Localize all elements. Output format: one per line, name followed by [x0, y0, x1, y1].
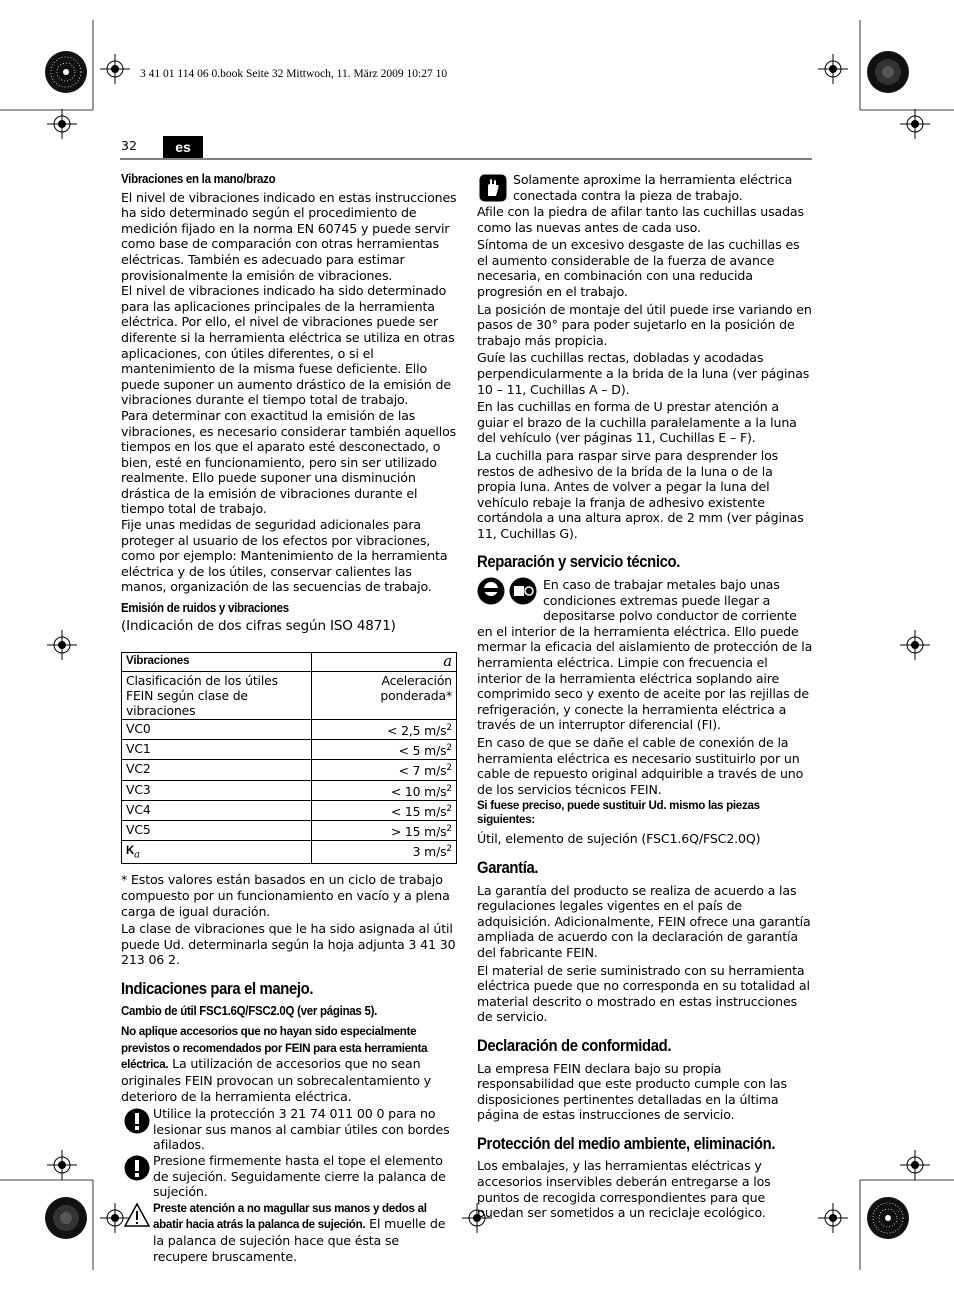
footnote: * Estos valores están basados en un ciclo de trabajo compuesto por un funcionamiento en vacío y a plena carga de igual duración. — [121, 872, 450, 919]
page-number: 32 — [121, 138, 137, 153]
table-cell: VC3 — [122, 780, 312, 800]
table-row — [122, 800, 457, 820]
hint-item — [477, 172, 813, 204]
registration-mark-icon — [47, 1150, 77, 1180]
protective-goggles-icon — [477, 577, 505, 605]
paragraph: En caso de trabajar metales bajo unas condiciones extremas puede llegar a depositarse polvo conductor de corriente en el interior de la herramienta eléctrica. Ello puede mermar la eficacia del aislamiento de protección de la herramienta eléctrica. Limpie con frecuencia el interior de la herramienta eléctrica soplando aire comprimido seco y exento de aceite por las rejillas de refrigeración, y conecte la herramienta eléctrica a través de un interruptor diferencial (FI). — [477, 577, 813, 733]
print-slug: 3 41 01 114 06 0.book Seite 32 Mittwoch, 11. März 2009 10:27 10 — [140, 68, 448, 80]
hint-text: Solamente aproxime la herramienta eléctrica conectada contra la pieza de trabajo. — [513, 172, 793, 203]
repair-block — [477, 577, 813, 733]
table-symbol: a — [311, 653, 456, 672]
paragraph: El nivel de vibraciones indicado ha sido determinado para las aplicaciones principales de la herramienta eléctrica. Por ello, el nivel de vibraciones puede ser diferente si la herramienta eléctrica se utiliza en otras aplicaciones, con útiles diferentes, o si el mantenimiento de la misma fuese deficiente. Ello puede suponer un aumento drástico de la emisión de vibraciones durante el tiempo total de trabajo. — [121, 283, 455, 408]
mandatory-action-icon — [121, 1153, 153, 1183]
warning-paragraph — [121, 1023, 457, 1104]
hand-contact-icon — [477, 172, 509, 204]
fi-switch-icon — [509, 577, 537, 605]
paragraph: El material de serie suministrado con su herramienta eléctrica puede que no corresponda en su totalidad al material descrito o mostrado en estas instrucciones de servicio. — [477, 962, 810, 1025]
paragraph: Los embalajes, y las herramientas eléctricas y accesorios inservibles deberán entregarse a los puntos de recogida correspondientes para que puedan ser sometidos a un reciclaje ecológico. — [477, 1158, 771, 1221]
starburst-mark-icon — [44, 1196, 88, 1240]
table-row — [122, 840, 457, 863]
table-row — [122, 760, 457, 780]
table-cell: VC5 — [122, 820, 312, 840]
note-text: Utilice la protección 3 21 74 011 00 0 para no lesionar sus manos al cambiar útiles con bordes afilados. — [153, 1106, 450, 1153]
left-column — [121, 172, 457, 1264]
registration-mark-icon — [818, 1203, 848, 1233]
registration-mark-icon — [900, 1150, 930, 1180]
unit-exponent: 2 — [446, 743, 452, 754]
paragraph: Afile con la piedra de afilar tanto las cuchillas usadas como las nuevas antes de cada uso. — [477, 204, 804, 235]
table-cell: VC0 — [122, 720, 312, 740]
right-column — [477, 172, 813, 1223]
table-header: Clasificación de los útiles FEIN según clase de vibraciones — [122, 672, 312, 720]
registration-mark-icon — [47, 109, 77, 139]
table-cell: 3 m/s — [412, 844, 447, 860]
table-cell: < 2,5 m/s — [387, 723, 447, 739]
emission-subtitle: (Indicación de dos cifras según ISO 4871) — [121, 617, 396, 634]
table-row — [122, 820, 457, 840]
warning-triangle-icon — [121, 1200, 153, 1230]
table-cell: VC2 — [122, 760, 312, 780]
paragraph: Síntoma de un excesivo desgaste de las cuchillas es el aumento considerable de la fuerza de avance necesaria, en combinación con una reducida progresión en el trabajo. — [477, 237, 800, 299]
unit-exponent: 2 — [446, 763, 452, 774]
note-text — [153, 1200, 457, 1264]
note-bold: Preste atención a no magullar sus manos y dedos al abatir hacia atrás la palanca de sujeción. — [153, 1201, 427, 1232]
unit-exponent: 2 — [446, 783, 452, 794]
section-heading: Protección del medio ambiente, eliminación. — [477, 1134, 776, 1153]
paragraph: Guíe las cuchillas rectas, dobladas y acodadas perpendicularmente a la brida de la luna (ver páginas 10 – 11, Cuchillas A – D). — [477, 350, 810, 397]
table-cell: < 15 m/s — [390, 803, 447, 819]
registration-mark-icon — [900, 630, 930, 660]
paragraph: Para determinar con exactitud la emisión de las vibraciones, es necesario considerar también aquellos tiempos en los que el aparato esté desconectado, o bien, esté en funcionamiento, pero sin ser utilizado realmente. Ello puede suponer una disminución drástica de la emisión de vibraciones durante el tiempo total de trabajo. — [121, 407, 457, 517]
starburst-mark-icon — [866, 1196, 910, 1240]
paragraph: El nivel de vibraciones indicado en estas instrucciones ha sido determinado según el procedimiento de medición fijado en la norma EN 60745 y puede servir como base de comparación con otras herramientas eléctricas. También es adecuado para estimar provisionalmente la emisión de vibraciones. — [121, 189, 457, 283]
table-header: Aceleración ponderada* — [311, 672, 456, 720]
note-text: Presione firmemente hasta el tope el elemento de sujeción. Seguidamente cierre la palanca de sujeción. — [153, 1152, 446, 1200]
paragraph: La garantía del producto se realiza de acuerdo a las regulaciones legales vigentes en el país de adquisición. Adicionalmente, FEIN ofrece una garantía ampliada de acuerdo con la declaración de garantía del fabricante FEIN. — [477, 882, 811, 960]
section-heading: Garantía. — [477, 858, 539, 877]
paragraph: La empresa FEIN declara bajo su propia responsabilidad que este producto cumple con las disposiciones pertinentes detalladas en la última página de estas instrucciones de servicio. — [477, 1060, 787, 1123]
section-heading: Vibraciones en la mano/brazo — [121, 172, 276, 186]
table-cell: < 5 m/s — [398, 743, 447, 759]
paragraph: La clase de vibraciones que le ha sido asignada al útil puede Ud. determinarla según la hoja adjunta 3 41 30 213 06 2. — [121, 921, 456, 968]
table-cell: VC4 — [122, 800, 312, 820]
note-item — [121, 1153, 457, 1200]
table-row — [122, 740, 457, 760]
paragraph: Fije unas medidas de seguridad adicionales para proteger al usuario de los efectos por vibraciones, como por ejemplo: Mantenimiento de la herramienta eléctrica y de los útiles, conservar calientes las manos, organización de las secuencias de trabajo. — [121, 517, 448, 595]
paragraph: La posición de montaje del útil puede irse variando en pasos de 30° para poder sujetarlo en la posición de trabajo más propicia. — [477, 301, 812, 348]
subsection-heading: Cambio de útil FSC1.6Q/FSC2.0Q (ver páginas 5). — [121, 1003, 378, 1018]
section-heading: Emisión de ruidos y vibraciones — [121, 601, 289, 616]
table-row — [122, 780, 457, 800]
unit-exponent: 2 — [446, 843, 452, 854]
note-rest: El muelle de la palanca de sujeción hace que ésta se recupere bruscamente. — [153, 1216, 446, 1264]
paragraph: En las cuchillas en forma de U prestar atención a guiar el brazo de la cuchilla paralelamente a la luna del vehículo (ver páginas 11, Cuchillas E – F). — [477, 399, 797, 446]
vibration-table — [121, 652, 457, 864]
mandatory-action-icon — [121, 1106, 153, 1136]
section-heading: Declaración de conformidad. — [477, 1036, 672, 1055]
registration-mark-icon — [47, 630, 77, 660]
table-row — [122, 720, 457, 740]
unit-exponent: 2 — [446, 723, 452, 734]
registration-mark-icon — [818, 54, 848, 84]
paragraph: La cuchilla para raspar sirve para desprender los restos de adhesivo de la brida de la luna o de la propia luna. Antes de volver a pegar la luna del vehículo rebaje la franja de adhesivo existente cortándola a una altura aprox. de 2 mm (ver páginas 11, Cuchillas G). — [477, 447, 804, 541]
registration-mark-icon — [900, 109, 930, 139]
warning-bold: No aplique accesorios que no hayan sido especialmente previstos o recomendados por FEIN para esta herramienta eléctrica. — [121, 1025, 428, 1072]
note-item — [121, 1200, 457, 1264]
table-title: Vibraciones — [122, 653, 312, 672]
table-cell: < 10 m/s — [390, 783, 447, 799]
section-heading: Indicaciones para el manejo. — [121, 980, 314, 998]
registration-mark-icon — [100, 54, 130, 84]
note-item — [121, 1106, 457, 1153]
unit-exponent: 2 — [446, 823, 452, 834]
starburst-mark-icon — [44, 50, 88, 94]
section-heading: Reparación y servicio técnico. — [477, 553, 680, 572]
language-tab: es — [163, 136, 203, 158]
table-cell: > 15 m/s — [390, 823, 447, 839]
k-subscript: a — [134, 849, 140, 861]
protection-icons — [477, 577, 543, 613]
paragraph: En caso de que se dañe el cable de conexión de la herramienta eléctrica es necesario sustituirlo por un cable de repuesto original adquirible a través de uno de los servicios técnicos FEIN. — [477, 735, 804, 797]
starburst-mark-icon — [866, 50, 910, 94]
table-cell: VC1 — [122, 740, 312, 760]
note-bold: Si fuese preciso, puede sustituir Ud. mismo las piezas siguientes: — [477, 799, 760, 827]
table-cell: < 7 m/s — [398, 763, 447, 779]
unit-exponent: 2 — [446, 803, 452, 814]
paragraph: Útil, elemento de sujeción (FSC1.6Q/FSC2.0Q) — [477, 831, 761, 847]
warning-text: La utilización de accesorios que no sean originales FEIN provocan un sobrecalentamiento y deterioro de la herramienta eléctrica. — [121, 1056, 431, 1104]
table-cell: K — [126, 844, 135, 857]
